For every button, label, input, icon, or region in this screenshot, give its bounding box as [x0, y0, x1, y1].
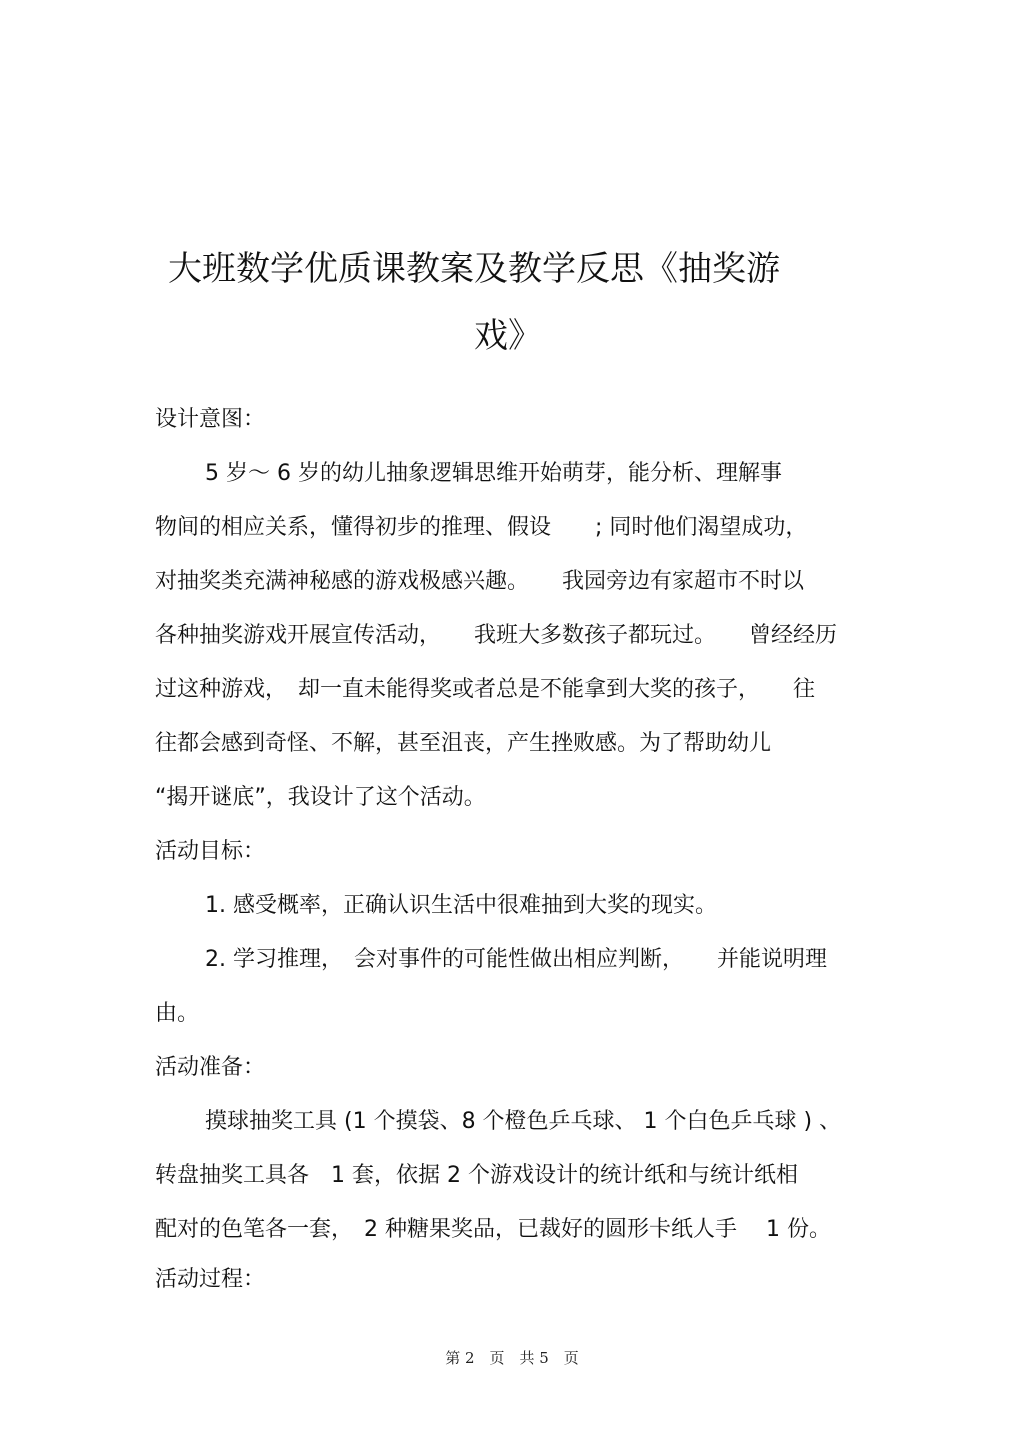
section-heading-activity-process: 活动过程：	[155, 1267, 266, 1292]
section-heading-activity-preparation: 活动准备：	[155, 1055, 266, 1080]
paragraph-line: 转盘抽奖工具各 1 套，依据 2 个游戏设计的统计纸和与统计纸相	[155, 1163, 798, 1188]
page-number-footer: 第 2 页 共 5 页	[445, 1349, 579, 1367]
paragraph-line: 摸球抽奖工具 (1 个摸袋、8 个橙色乒乓球、 1 个白色乒乓球 ) 、	[205, 1109, 842, 1134]
document-title-line-1: 大班数学优质课教案及教学反思《抽奖游	[168, 249, 780, 289]
paragraph-line: 往都会感到奇怪、不解，甚至沮丧，产生挫败感。为了帮助幼儿	[155, 731, 772, 756]
section-heading-activity-goals: 活动目标：	[155, 839, 266, 864]
goal-item-2-continued: 由。	[155, 1001, 200, 1026]
section-heading-design-intent: 设计意图：	[155, 407, 266, 432]
goal-item-2: 2. 学习推理， 会对事件的可能性做出相应判断， 并能说明理	[205, 947, 827, 972]
paragraph-line: “揭开谜底”，我设计了这个活动。	[155, 785, 486, 810]
paragraph-line: 物间的相应关系，懂得初步的推理、假设 ; 同时他们渴望成功，	[155, 515, 808, 540]
document-title-line-2: 戏》	[474, 316, 542, 356]
paragraph-line: 5 岁～ 6 岁的幼儿抽象逻辑思维开始萌芽，能分析、理解事	[205, 461, 782, 486]
paragraph-line: 对抽奖类充满神秘感的游戏极感兴趣。 我园旁边有家超市不时以	[155, 569, 805, 594]
paragraph-line: 各种抽奖游戏开展宣传活动， 我班大多数孩子都玩过。 曾经经历	[155, 623, 838, 648]
goal-item-1: 1. 感受概率，正确认识生活中很难抽到大奖的现实。	[205, 893, 717, 918]
paragraph-line: 过这种游戏， 却一直未能得奖或者总是不能拿到大奖的孩子， 往	[155, 677, 816, 702]
paragraph-line: 配对的色笔各一套， 2 种糖果奖品，已裁好的圆形卡纸人手 1 份。	[155, 1217, 831, 1242]
